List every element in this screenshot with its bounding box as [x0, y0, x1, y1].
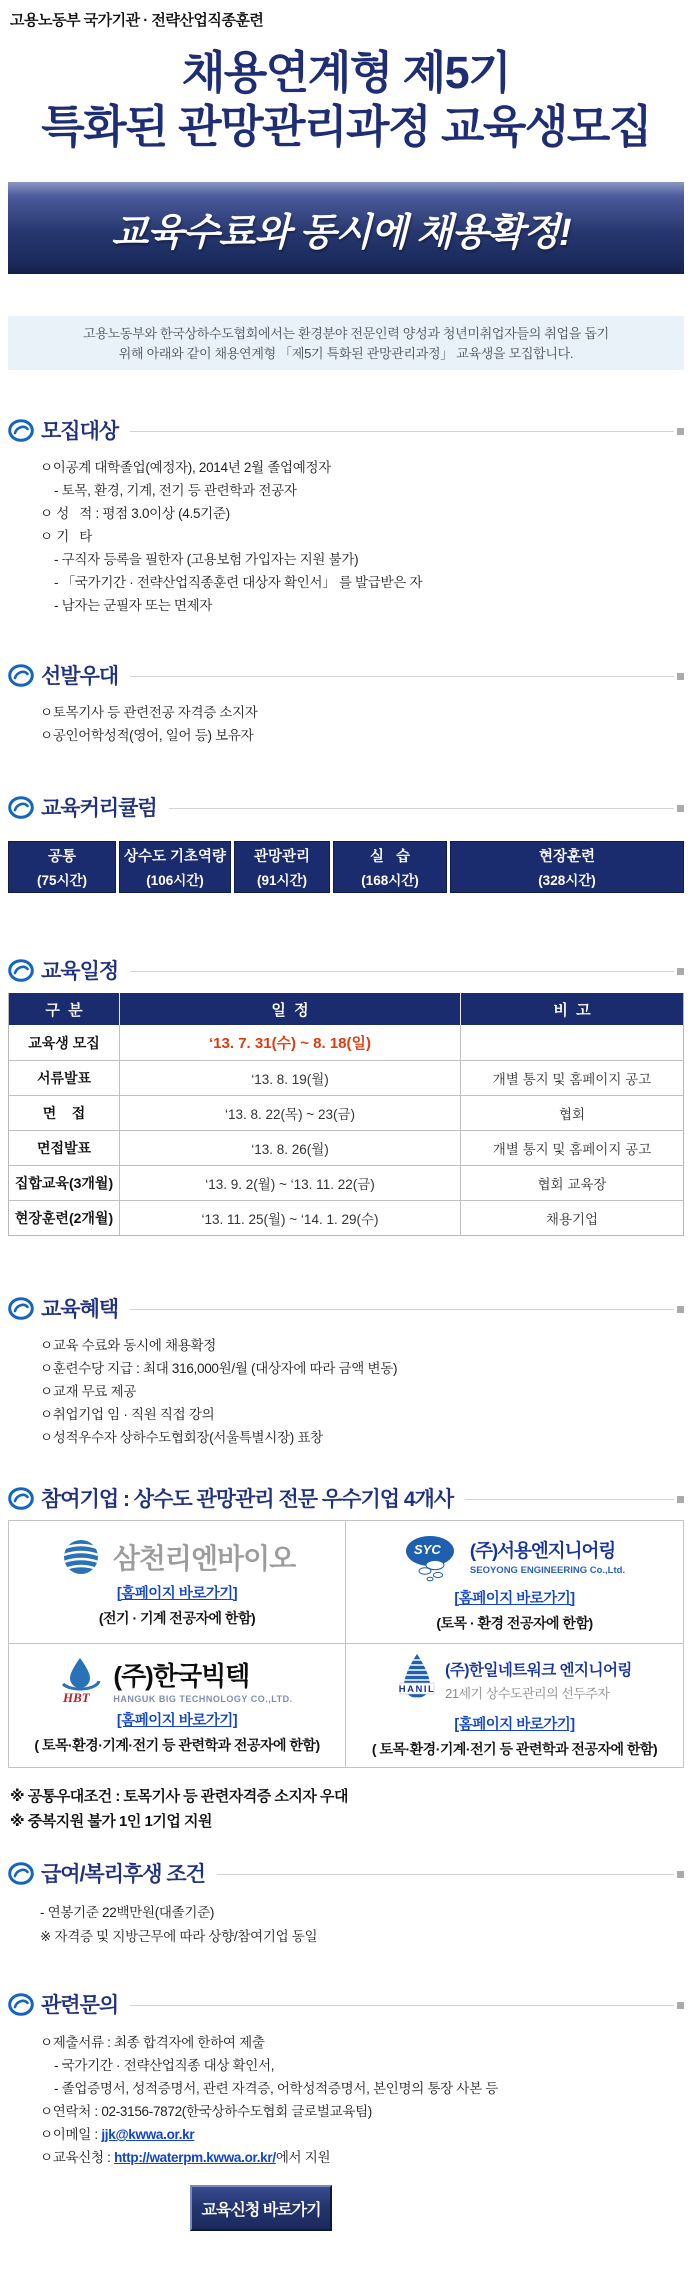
benefits-list	[0, 1334, 692, 1449]
curriculum-name: 현장훈련	[538, 849, 596, 865]
section-title: 교육일정	[41, 960, 119, 983]
list-item: ㅇ취업기업 임 · 직원 직접 강의	[40, 1407, 215, 1422]
section-title: 참여기업 : 상수도 관망관리 전문 우수기업 4개사	[41, 1488, 454, 1511]
section-divider	[217, 1874, 674, 1875]
hbt-drop-icon	[61, 1656, 105, 1704]
samchully-logo	[59, 1537, 295, 1577]
mojip-list	[0, 456, 692, 617]
list-item: ㅇ 기 타	[40, 529, 93, 544]
section-header-seonbal	[0, 662, 692, 688]
intro-box	[8, 316, 684, 370]
email-label: ㅇ이메일 :	[40, 2127, 102, 2142]
contact-list	[0, 2031, 692, 2169]
curriculum-hours: (75시간)	[36, 873, 88, 888]
schedule-row	[9, 1165, 683, 1200]
list-item: ㅇ교육 수료와 동시에 채용확정	[40, 1338, 216, 1353]
section-header-schedule	[0, 957, 692, 983]
schedule-row	[9, 1200, 683, 1235]
schedule-header: 일 정	[120, 993, 461, 1025]
apply-suffix: 에서 지원	[275, 2150, 331, 2165]
section-divider-end	[677, 1306, 684, 1313]
list-item: - 연봉기준 22백만원(대졸기준)	[40, 1905, 215, 1920]
schedule-date: ‘13. 9. 2(월) ~ ‘13. 11. 22(금)	[120, 1166, 461, 1200]
curriculum-name: 관망관리	[253, 849, 311, 865]
list-item: - 토목, 환경, 기계, 전기 등 관련학과 전공자	[54, 483, 297, 498]
seoyong-logo	[404, 1532, 625, 1582]
hire-banner-text: 교육수료와 동시에 채용확정!	[111, 211, 571, 254]
curriculum-cell	[333, 841, 447, 893]
intro-line1: 고용노동부와 한국상하수도협회에서는 환경분야 전문인력 양성과 청년미취업자들의 취업을 돕기	[83, 326, 609, 341]
curriculum-name: 공통	[47, 849, 76, 865]
email-link[interactable]: jjk@kwwa.or.kr	[101, 2127, 195, 2142]
kwwa-swirl-icon	[8, 419, 35, 442]
section-divider-end	[677, 428, 684, 435]
company-name: 삼천리엔바이오	[112, 1542, 296, 1574]
schedule-row	[9, 1130, 683, 1165]
note-line: ※ 중복지원 불가 1인 1기업 지원	[10, 1813, 212, 1830]
schedule-note: 채용기업	[545, 1212, 599, 1227]
hire-banner	[8, 182, 684, 274]
curriculum-hours: (168시간)	[361, 873, 419, 888]
list-item: ㅇ훈련수당 지급 : 최대 316,000원/월 (대상자에 따라 금액 변동)	[40, 1361, 398, 1376]
schedule-row	[9, 1060, 683, 1095]
schedule-header-row	[9, 993, 683, 1025]
section-divider-end	[677, 805, 684, 812]
schedule-table	[8, 993, 684, 1236]
company-name: (주)서용엔지니어링	[469, 1540, 616, 1561]
list-item: ㅇ연락처 : 02-3156-7872(한국상하수도협회 글로벌교육팀)	[40, 2104, 373, 2119]
section-title: 관련문의	[41, 1994, 119, 2017]
schedule-date: ‘13. 8. 19(월)	[120, 1061, 461, 1095]
page-title-line2: 특화된 관망관리과정 교육생모집	[41, 101, 651, 152]
schedule-label: 현장훈련(2개월)	[9, 1201, 120, 1235]
kwwa-swirl-icon	[8, 1487, 35, 1510]
curriculum-table	[8, 841, 684, 893]
section-divider	[130, 676, 674, 677]
schedule-note	[461, 1025, 683, 1060]
schedule-date: ‘13. 7. 31(수) ~ 8. 18(일)	[120, 1025, 461, 1060]
list-item: ㅇ토목기사 등 관련전공 자격증 소지자	[40, 705, 258, 720]
syc-logo-text: SYC	[413, 1541, 441, 1557]
company-name: (주)한일네트워크 엔지니어링	[445, 1662, 632, 1679]
kwwa-swirl-icon	[8, 1297, 35, 1320]
company-restriction: (전기 · 기계 전공자에 한함)	[98, 1609, 256, 1626]
apply-label: ㅇ교육신청 :	[40, 2150, 115, 2165]
list-item: ㅇ제출서류 : 최종 합격자에 한하여 제출	[40, 2035, 265, 2050]
section-header-companies	[0, 1485, 692, 1511]
homepage-link[interactable]: [홈페이지 바로가기]	[454, 1717, 575, 1733]
schedule-row	[9, 1025, 683, 1060]
hbt-logo-text: HBT	[63, 1690, 91, 1704]
schedule-date: ‘13. 8. 22(목) ~ 23(금)	[120, 1096, 461, 1130]
company-grid	[8, 1520, 684, 1768]
curriculum-hours: (106시간)	[146, 873, 204, 888]
section-divider	[169, 808, 674, 809]
section-divider	[130, 2005, 674, 2006]
syc-bubble-icon	[404, 1532, 462, 1582]
list-item: ㅇ성적우수자 상하수도협회장(서울특별시장) 표창	[40, 1430, 323, 1445]
page-title-line1: 채용연계형 제5기	[181, 47, 511, 98]
section-divider-end	[677, 968, 684, 975]
company-subtitle: SEOYONG ENGINEERING Co.,Ltd.	[469, 1565, 626, 1576]
schedule-label: 면접발표	[9, 1131, 120, 1165]
schedule-note: 협회 교육장	[537, 1177, 607, 1192]
apply-site-link[interactable]: http://waterpm.kwwa.or.kr/	[114, 2150, 276, 2165]
list-item: - 남자는 군필자 또는 면제자	[54, 598, 213, 613]
list-item: ㅇ 성 적 : 평점 3.0이상 (4.5기준)	[40, 506, 230, 521]
kwwa-swirl-icon	[8, 796, 35, 819]
company-subtitle: 21세기 상수도관리의 선두주자	[445, 1686, 610, 1701]
homepage-link[interactable]: [홈페이지 바로가기]	[116, 1713, 238, 1729]
section-header-curriculum	[0, 794, 692, 820]
list-item: - 구직자 등록을 필한자 (고용보험 가입자는 지원 불가)	[54, 552, 359, 567]
list-item: - 국가기간 · 전략산업직종 대상 확인서,	[54, 2058, 275, 2073]
intro-line2: 위해 아래와 같이 채용연계형 「제5기 특화된 관망관리과정」 교육생을 모집합니다.	[118, 346, 574, 361]
section-title: 선발우대	[41, 665, 119, 688]
schedule-label: 서류발표	[9, 1061, 120, 1095]
homepage-link[interactable]: [홈페이지 바로가기]	[454, 1590, 575, 1607]
section-divider-end	[677, 1871, 684, 1878]
section-title: 교육커리큘럼	[41, 797, 157, 820]
schedule-label: 면 접	[9, 1096, 120, 1130]
company-cell-hanguk-bigtech	[9, 1644, 346, 1767]
apply-button-area	[0, 2185, 692, 2231]
company-cell-hanil-network	[346, 1644, 683, 1767]
section-divider-end	[677, 2002, 684, 2009]
homepage-link[interactable]: [홈페이지 바로가기]	[116, 1585, 238, 1602]
list-item: ※ 자격증 및 지방근무에 따라 상향/참여기업 동일	[40, 1929, 318, 1944]
schedule-note: 개별 통지 및 홈페이지 공고	[492, 1142, 652, 1157]
company-restriction: (토목 · 환경 전공자에 한함)	[436, 1614, 593, 1631]
contact-email-line	[0, 2123, 692, 2146]
curriculum-hours: (328시간)	[538, 873, 596, 888]
curriculum-cell	[119, 841, 231, 893]
kwwa-swirl-icon	[8, 959, 35, 982]
section-header-contact	[0, 1991, 692, 2017]
section-divider	[465, 1499, 674, 1500]
salary-list	[0, 1901, 692, 1949]
note-line: ※ 공통우대조건 : 토목기사 등 관련자격증 소지자 우대	[10, 1788, 349, 1805]
company-cell-seoyong	[346, 1521, 683, 1644]
curriculum-cell	[8, 841, 116, 893]
kwwa-swirl-icon	[8, 1993, 35, 2016]
curriculum-name: 실 습	[369, 849, 411, 865]
samchully-globe-icon	[59, 1537, 105, 1577]
company-cell-samchully	[9, 1521, 346, 1644]
apply-button[interactable]: 교육신청 바로가기	[190, 2185, 332, 2231]
curriculum-cell	[234, 841, 330, 893]
contact-apply-line	[0, 2146, 692, 2169]
section-header-benefits	[0, 1295, 692, 1321]
hbt-logo	[61, 1656, 292, 1704]
list-item: ㅇ공인어학성적(영어, 일어 등) 보유자	[40, 728, 254, 743]
section-header-salary	[0, 1860, 692, 1886]
curriculum-hours: (91시간)	[256, 873, 308, 888]
section-title: 급여/복리후생 조건	[41, 1863, 205, 1886]
hanil-logo-text: HANIL	[398, 1684, 436, 1695]
section-divider	[130, 431, 674, 432]
list-item: ㅇ교재 무료 제공	[40, 1384, 137, 1399]
schedule-date: ‘13. 8. 26(월)	[120, 1131, 461, 1165]
kwwa-swirl-icon	[8, 664, 35, 687]
schedule-header: 구 분	[9, 993, 120, 1025]
list-item: ㅇ이공계 대학졸업(예정자), 2014년 2월 졸업예정자	[40, 460, 332, 475]
schedule-label: 교육생 모집	[9, 1025, 120, 1060]
curriculum-name: 상수도 기초역량	[123, 849, 227, 865]
list-item: - 졸업증명서, 성적증명서, 관련 자격증, 어학성적증명서, 본인명의 통장 사본 등	[54, 2081, 499, 2096]
company-name: (주)한국빅텍	[113, 1661, 250, 1691]
section-divider-end	[677, 673, 684, 680]
list-item: - 「국가기간 · 전략산업직종훈련 대상자 확인서」 를 발급받은 자	[54, 575, 423, 590]
company-subtitle: HANGUK BIG TECHNOLOGY CO.,LTD.	[113, 1694, 293, 1704]
seonbal-list	[0, 701, 692, 747]
section-divider	[130, 1309, 674, 1310]
schedule-date: ‘13. 11. 25(월) ~ ‘14. 1. 29(수)	[120, 1201, 461, 1235]
agency-label: 고용노동부 국가기관 · 전략산업직종훈련	[10, 12, 264, 29]
kwwa-swirl-icon	[8, 1862, 35, 1885]
company-notes	[0, 1784, 692, 1834]
section-header-mojip	[0, 417, 692, 443]
hanil-logo	[397, 1652, 632, 1708]
section-title: 모집대상	[41, 420, 119, 443]
schedule-label: 집합교육(3개월)	[9, 1166, 120, 1200]
hanil-drop-icon	[397, 1652, 437, 1708]
page-title	[0, 46, 692, 154]
schedule-note: 협회	[558, 1107, 586, 1122]
schedule-note: 개별 통지 및 홈페이지 공고	[492, 1072, 652, 1087]
company-restriction: ( 토목·환경·기계·전기 등 관련학과 전공자에 한함)	[34, 1737, 320, 1753]
section-title: 교육혜택	[41, 1298, 119, 1321]
schedule-row	[9, 1095, 683, 1130]
section-divider-end	[677, 1496, 684, 1503]
schedule-header: 비 고	[553, 1001, 591, 1019]
section-divider	[130, 971, 674, 972]
company-restriction: ( 토목·환경·기계·전기 등 관련학과 전공자에 한함)	[371, 1741, 658, 1757]
curriculum-cell	[450, 841, 684, 893]
